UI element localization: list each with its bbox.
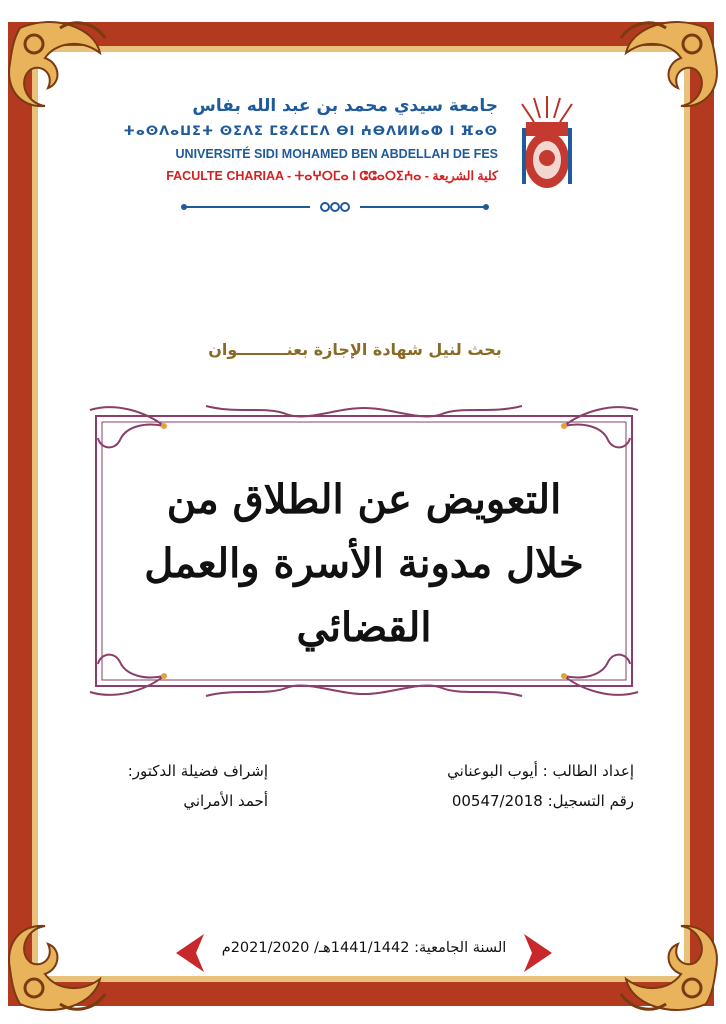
academic-year: السنة الجامعية: 1441/1442هـ/ 2021/2020م [221, 940, 507, 956]
title-line: خلال مدونة الأسرة والعمل [144, 540, 584, 587]
document-title [106, 468, 622, 660]
university-name-arabic: جامعة سيدي محمد بن عبد الله بفاس [192, 96, 498, 116]
supervisor-label: إشراف فضيلة الدكتور: [127, 762, 268, 780]
title-line: التعويض عن الطلاق من [166, 476, 562, 523]
registration-number: رقم التسجيل: 00547/2018 [451, 792, 634, 810]
faculty-name: FACULTE CHARIAA - ⵜⴰⵖⵔⵎⴰ ⵏ ⵛⵛⴰⵔⵉⵄⴰ - كلية الشريعة [166, 169, 498, 183]
university-header [123, 88, 590, 218]
academic-year-bar [168, 928, 560, 978]
corner-ornament-icon [608, 906, 726, 1024]
supervisor-block [118, 756, 268, 816]
corner-ornament-icon [0, 906, 118, 1024]
document-subtitle: بحث لنيل شهادة الإجازة بعنـــــــــوان [208, 340, 502, 359]
supervisor-name: أحمد الأمراني [183, 792, 268, 810]
header-divider-icon [180, 200, 490, 214]
university-logo-icon [504, 88, 590, 198]
student-line: إعداد الطالب : أيوب البوعناني [447, 762, 634, 780]
university-name-french: UNIVERSITÉ SIDI MOHAMED BEN ABDELLAH DE FES [175, 147, 498, 161]
university-name-tifinagh: ⵜⴰⵙⴷⴰⵡⵉⵜ ⵙⵉⴷⵉ ⵎⵓⵃⵎⵎⴷ ⴱⵏ ⵄⴱⴷⵍⵍⴰⵀ ⵏ ⴼⴰⵙ [123, 124, 498, 139]
corner-ornament-icon [0, 8, 118, 126]
student-block [420, 756, 634, 816]
title-line: القضائي [296, 604, 432, 651]
corner-ornament-icon [608, 8, 726, 126]
title-box [86, 402, 642, 700]
